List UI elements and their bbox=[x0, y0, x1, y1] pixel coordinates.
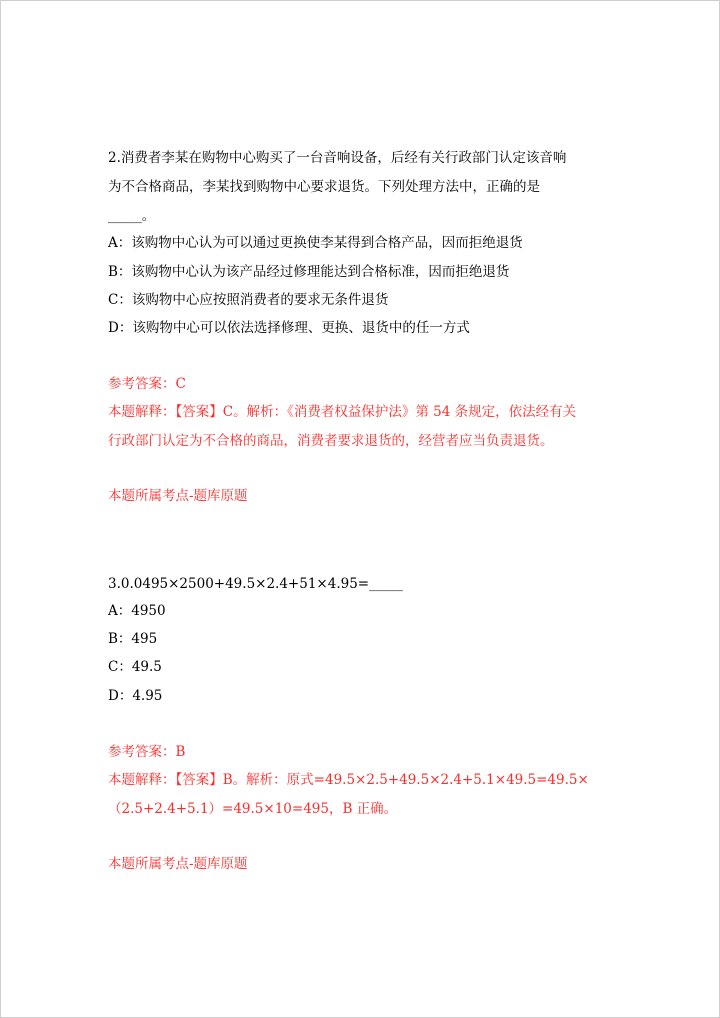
question-3-explanation-line-2: （2.5+2.4+5.1）=49.5×10=495，B 正确。 bbox=[108, 801, 398, 817]
question-3-option-d: D：4.95 bbox=[108, 688, 163, 704]
question-2-option-a: A：该购物中心认为可以通过更换使李某得到合格产品，因而拒绝退货 bbox=[108, 235, 523, 251]
question-3-option-a: A：4950 bbox=[108, 603, 166, 619]
question-3-explanation-line-1: 本题解释：【答案】B。解析：原式=49.5×2.5+49.5×2.4+5.1×49.5=49.5× bbox=[108, 772, 589, 788]
question-2-explanation-line-1: 本题解释：【答案】C。解析：《消费者权益保护法》第 54 条规定，依法经有关 bbox=[108, 404, 577, 420]
question-3-stem: 3.0.0495×2500+49.5×2.4+51×4.95=_____ bbox=[108, 576, 403, 592]
question-2-stem-line-2: 为不合格商品，李某找到购物中心要求退货。下列处理方法中，正确的是 bbox=[108, 179, 540, 195]
question-3-answer: 参考答案：B bbox=[108, 744, 186, 760]
question-3-topic: 本题所属考点-题库原题 bbox=[108, 856, 248, 872]
question-2-answer: 参考答案：C bbox=[108, 376, 186, 392]
question-2-option-c: C：该购物中心应按照消费者的要求无条件退货 bbox=[108, 292, 389, 308]
question-2-option-b: B：该购物中心认为该产品经过修理能达到合格标准，因而拒绝退货 bbox=[108, 264, 510, 280]
question-3-option-c: C：49.5 bbox=[108, 659, 162, 675]
question-2-explanation-line-2: 行政部门认定为不合格的商品，消费者要求退货的，经营者应当负责退货。 bbox=[108, 433, 554, 449]
question-2-option-d: D：该购物中心可以依法选择修理、更换、退货中的任一方式 bbox=[108, 320, 470, 336]
question-2-stem-line-3: _____。 bbox=[108, 208, 156, 224]
question-2-stem-line-1: 2.消费者李某在购物中心购买了一台音响设备，后经有关行政部门认定该音响 bbox=[108, 150, 567, 166]
question-3-option-b: B：495 bbox=[108, 631, 158, 647]
question-2-topic: 本题所属考点-题库原题 bbox=[108, 488, 248, 504]
